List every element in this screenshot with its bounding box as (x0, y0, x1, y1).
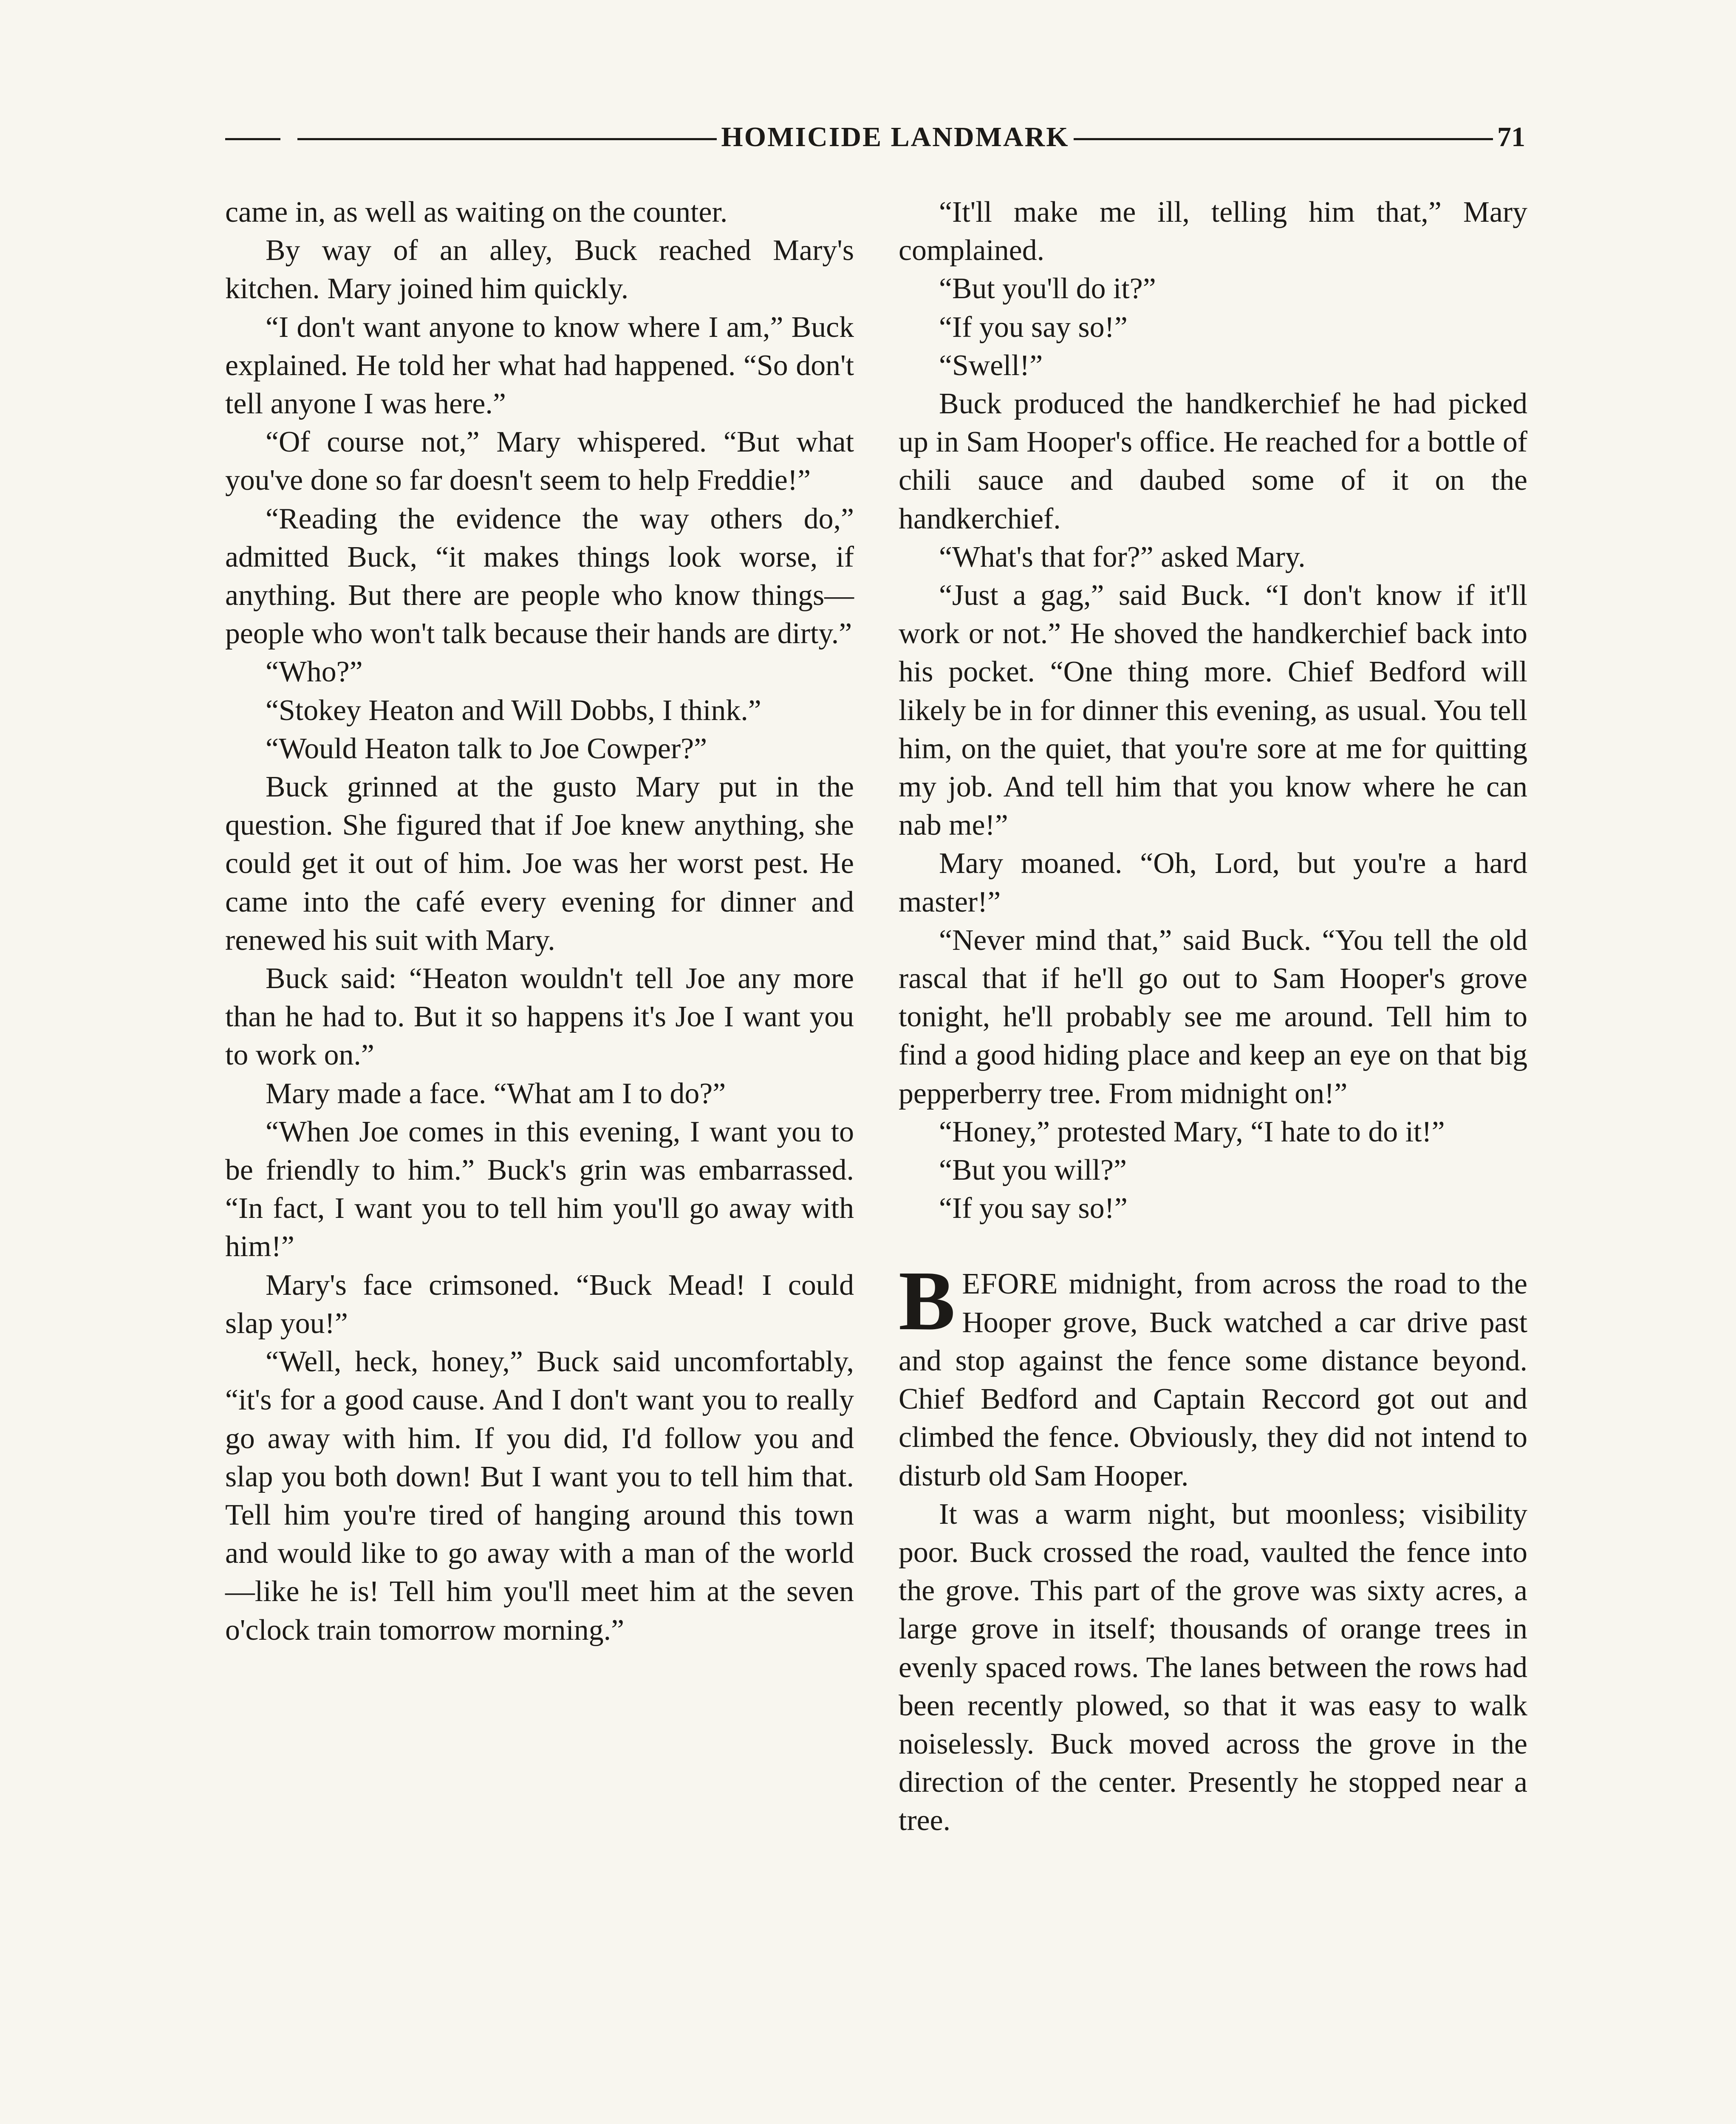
paragraph: “Stokey Heaton and Will Dobbs, I think.” (266, 694, 761, 727)
paragraph: “Would Heaton talk to Joe Cowper?” (266, 732, 707, 765)
paragraph: came in, as well as waiting on the counter. (225, 196, 728, 229)
paragraph: “If you say so!” (939, 1192, 1128, 1225)
paragraph: Buck grinned at the gusto Mary put in the question. She figured that if Joe knew anything, she could get it out of him. Joe was her worst pest. He came into the café every evening for dinner and renewed his suit with Mary. (225, 771, 854, 957)
paragraph: “I don't want anyone to know where I am,” Buck explained. He told her what had happened. “So don't tell anyone I was here.” (225, 311, 854, 421)
page-number: 71 (1497, 121, 1525, 153)
header-rule-left-short (225, 138, 280, 140)
left-column (225, 193, 854, 1649)
paragraph: “Of course not,” Mary whispered. “But what you've done so far doesn't seem to help Freddie!” (225, 426, 854, 497)
paragraph: Mary's face crimsoned. “Buck Mead! I could slap you!” (225, 1268, 854, 1340)
paragraph: It was a warm night, but moonless; visibility poor. Buck crossed the road, vaulted the fence into the grove. This part of the grove was sixty acres, a large grove in itself; thousands of orange trees in evenly spaced rows. The lanes between the rows had been recently plowed, so that it was easy to walk noiselessly. Buck moved across the grove in the direction of the center. Presently he stopped near a tree. (899, 1497, 1527, 1837)
section-opening-paragraph (899, 1254, 1527, 1495)
paragraph: Buck said: “Heaton wouldn't tell Joe any more than he had to. But it so happens it's Joe I want you to work on.” (225, 962, 854, 1072)
paragraph: “Who?” (266, 655, 363, 689)
drop-cap: B (899, 1254, 956, 1348)
paragraph: “If you say so!” (939, 311, 1128, 344)
paragraph: “Reading the evidence the way others do,” admitted Buck, “it makes things look worse, if anything. But there are people who know things—people who won't talk because their hands are dirty.” (225, 502, 854, 650)
paragraph: “But you'll do it?” (939, 272, 1156, 305)
lead-caps: EFORE (962, 1268, 1058, 1301)
paragraph: Mary moaned. “Oh, Lord, but you're a hard master!” (899, 847, 1527, 918)
running-header (225, 118, 1525, 156)
running-title: HOMICIDE LANDMARK (721, 121, 1069, 153)
right-column (899, 193, 1527, 1840)
paragraph: “Honey,” protested Mary, “I hate to do it!” (939, 1115, 1445, 1148)
paragraph: “But you will?” (939, 1154, 1127, 1187)
section-opening-text: midnight, from across the road to the Hooper grove, Buck watched a car drive past and stop against the fence some distance beyond. Chief Bedford and Captain Reccord got out and climbed the fence. Obviously, they did not intend to disturb old Sam Hooper. (899, 1268, 1527, 1492)
paragraph: “When Joe comes in this evening, I want you to be friendly to him.” Buck's grin was embarrassed. “In fact, I want you to tell him you'll go away with him!” (225, 1115, 854, 1263)
paragraph: “Well, heck, honey,” Buck said uncomfortably, “it's for a good cause. And I don't want you to really go away with him. If you did, I'd follow you and slap you both down! But I want you to tell him that. Tell him you're tired of hanging around this town and would like to go away with a man of the world—like he is! Tell him you'll meet him at the seven o'clock train tomorrow morning.” (225, 1345, 854, 1647)
header-rule-left (297, 138, 717, 140)
paragraph: By way of an alley, Buck reached Mary's kitchen. Mary joined him quickly. (225, 234, 854, 305)
paragraph: “Never mind that,” said Buck. “You tell the old rascal that if he'll go out to Sam Hooper's grove tonight, he'll probably see me around. Tell him to find a good hiding place and keep an eye on that big pepperberry tree. From midnight on!” (899, 924, 1527, 1110)
header-rule-right (1074, 138, 1493, 140)
paragraph: “Just a gag,” said Buck. “I don't know if it'll work or not.” He shoved the handkerchief back into his pocket. “One thing more. Chief Bedford will likely be in for dinner this evening, as usual. You tell him, on the quiet, that you're sore at me for quitting my job. And tell him that you know where he can nab me!” (899, 579, 1527, 842)
paragraph: “Swell!” (939, 349, 1043, 382)
paragraph: Buck produced the handkerchief he had picked up in Sam Hooper's office. He reached for a bottle of chili sauce and daubed some of it on the handkerchief. (899, 387, 1527, 535)
paragraph: Mary made a face. “What am I to do?” (266, 1077, 726, 1110)
paragraph: “What's that for?” asked Mary. (939, 540, 1306, 573)
paragraph: “It'll make me ill, telling him that,” Mary complained. (899, 196, 1527, 267)
